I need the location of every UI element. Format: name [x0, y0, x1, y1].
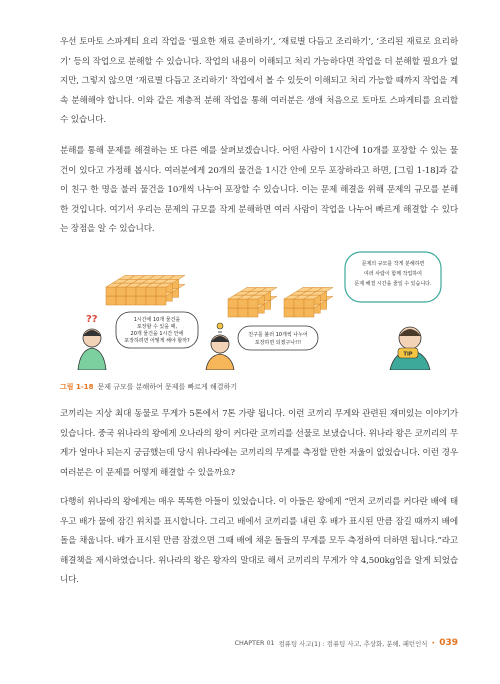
box-cube — [284, 299, 294, 308]
footer-chapter: CHAPTER 01 — [234, 639, 275, 647]
svg-text:20개 물건을 1시간 안에: 20개 물건을 1시간 안에 — [130, 331, 184, 337]
box-cube — [156, 287, 166, 296]
box-cube — [146, 296, 156, 305]
question-marks: ?? — [86, 314, 98, 325]
box-cube — [126, 287, 136, 296]
speech-bubble-middle — [238, 326, 318, 350]
box-cube — [238, 299, 248, 308]
svg-text:포장하려면 어떻게 해야 할까?: 포장하려면 어떻게 해야 할까? — [124, 338, 190, 344]
paragraph-4: 다행히 위나라의 왕에게는 매우 똑똑한 아들이 있었습니다. 이 아들은 왕에게 “먼저 코끼리를 커다란 배에 태우고 배가 물에 잠긴 위치를 표시합니다. 그리고 배에서 코끼리를 내린 후 배가 표시된 만큼 잠길 때까지 배에 돌을 채웁니다. 배가 표시된 만큼 잠겼으면 그때 배에 채운 돌들의 무게를 모두 측정하여 더하면 됩니다.”라고 해결책을 제시하였습니다. 위나라의 왕은 왕자의 말대로 해서 코끼리의 무게가 약 4,500kg임을 알게 되었습니다. — [60, 497, 458, 585]
box-stack-left — [106, 275, 185, 305]
box-cube — [228, 308, 238, 317]
page-number: 039 — [439, 638, 458, 648]
caption-text: 문제 규모를 분해하여 문제를 빠르게 해결하기 — [97, 383, 238, 391]
person-left-illustration — [78, 314, 106, 370]
box-cube — [116, 287, 126, 296]
box-cube — [248, 299, 258, 308]
box-cube — [156, 296, 166, 305]
speech-bubble-right — [345, 252, 441, 302]
box-cube — [294, 299, 304, 308]
box-stack-middle — [228, 287, 333, 317]
tip-label: TIP — [403, 351, 413, 358]
box-cube — [284, 308, 294, 317]
svg-text:친구를 불러 10개씩 나누어: 친구를 불러 10개씩 나누어 — [248, 332, 308, 338]
box-cube — [248, 308, 258, 317]
svg-text:포장하면 되겠구나!!!: 포장하면 되겠구나!!! — [254, 340, 302, 346]
paragraph-2: 분해를 통해 문제를 해결하는 또 다른 예를 살펴보겠습니다. 어떤 사람이 1시간에 10개를 포장할 수 있는 물건이 있다고 가정해 봅시다. 여러분에게 20개의 물건을 1시간 안에 모두 포장하라고 하면, [그림 1-18]과 같이 친구 한 명을 불러 물건을 10개씩 나누어 포장할 수 있습니다. 이는 문제 해결을 위해 문제의 규모를 분해한 것입니다. 여기서 우리는 문제의 규모를 작게 분해하면 여러 사람이 작업을 나누어 빠르게 해결할 수 있다는 장점을 알 수 있습니다. — [60, 146, 458, 234]
box-cube — [126, 296, 136, 305]
footer-title: 컴퓨팅 사고(1) : 컴퓨팅 사고, 추상화, 분해, 패턴인식 — [278, 639, 428, 648]
footer-bullet: • — [431, 639, 436, 647]
box-cube — [294, 308, 304, 317]
box-cube — [136, 296, 146, 305]
figure-illustration — [60, 250, 458, 370]
tip-character-illustration — [390, 327, 430, 370]
box-cube — [146, 287, 156, 296]
box-cube — [136, 287, 146, 296]
svg-text:1시간에 10개 물건을: 1시간에 10개 물건을 — [133, 317, 181, 323]
box-cube — [106, 296, 116, 305]
paragraph-3: 코끼리는 지상 최대 동물로 무게가 5톤에서 7톤 가량 됩니다. 이런 코끼리 무게와 관련된 재미있는 이야기가 있습니다. 중국 위나라의 왕에게 오나라의 왕이 커다란 코끼리를 선물로 보냈습니다. 위나라 왕은 코끼리의 무게가 얼마나 되는지 궁금했는데 당시 위나라에는 코끼리의 무게를 측정할 만한 저울이 없었습니다. 이런 경우 여러분은 이 문제를 어떻게 해결할 수 있을까요? — [60, 409, 458, 478]
box-cube — [106, 287, 116, 296]
svg-text:문제의 규모를 작게 분해하면: 문제의 규모를 작게 분해하면 — [361, 261, 425, 267]
speech-bubble-left — [116, 312, 198, 348]
box-cube — [238, 308, 248, 317]
box-cube — [228, 299, 238, 308]
figure-caption — [60, 382, 360, 392]
paragraph-1: 우선 토마토 스파게티 요리 작업을 ‘필요한 재료 준비하기’, ‘재료별 다듬고 조리하기’, ‘조리된 재료로 요리하기’ 등의 작업으로 분해할 수 있습니다. 작업의 내용이 이해되고 처리 가능하다면 작업을 더 분해할 필요가 없지만, 그렇지 않으면 ‘재료별 다듬고 조리하기’ 작업에서 볼 수 있듯이 이해되고 처리 가능할 때까지 작업을 계속 분해해야 합니다. 이와 같은 계층적 분해 작업을 통해 여러분은 생애 처음으로 토마토 스파게티를 요리할 수 있습니다. — [60, 37, 458, 125]
svg-text:문제 해결 시간을 줄일 수 있습니다.: 문제 해결 시간을 줄일 수 있습니다. — [354, 281, 432, 287]
page-footer — [235, 638, 458, 648]
box-cube — [116, 296, 126, 305]
svg-text:여러 사람이 함께 작업하여: 여러 사람이 함께 작업하여 — [364, 271, 422, 277]
svg-text:포장할 수 있을 때,: 포장할 수 있을 때, — [136, 324, 178, 330]
person-middle-illustration — [206, 323, 234, 370]
box-cube — [304, 299, 314, 308]
box-cube — [304, 308, 314, 317]
caption-number: 그림 1-18 — [60, 383, 94, 391]
